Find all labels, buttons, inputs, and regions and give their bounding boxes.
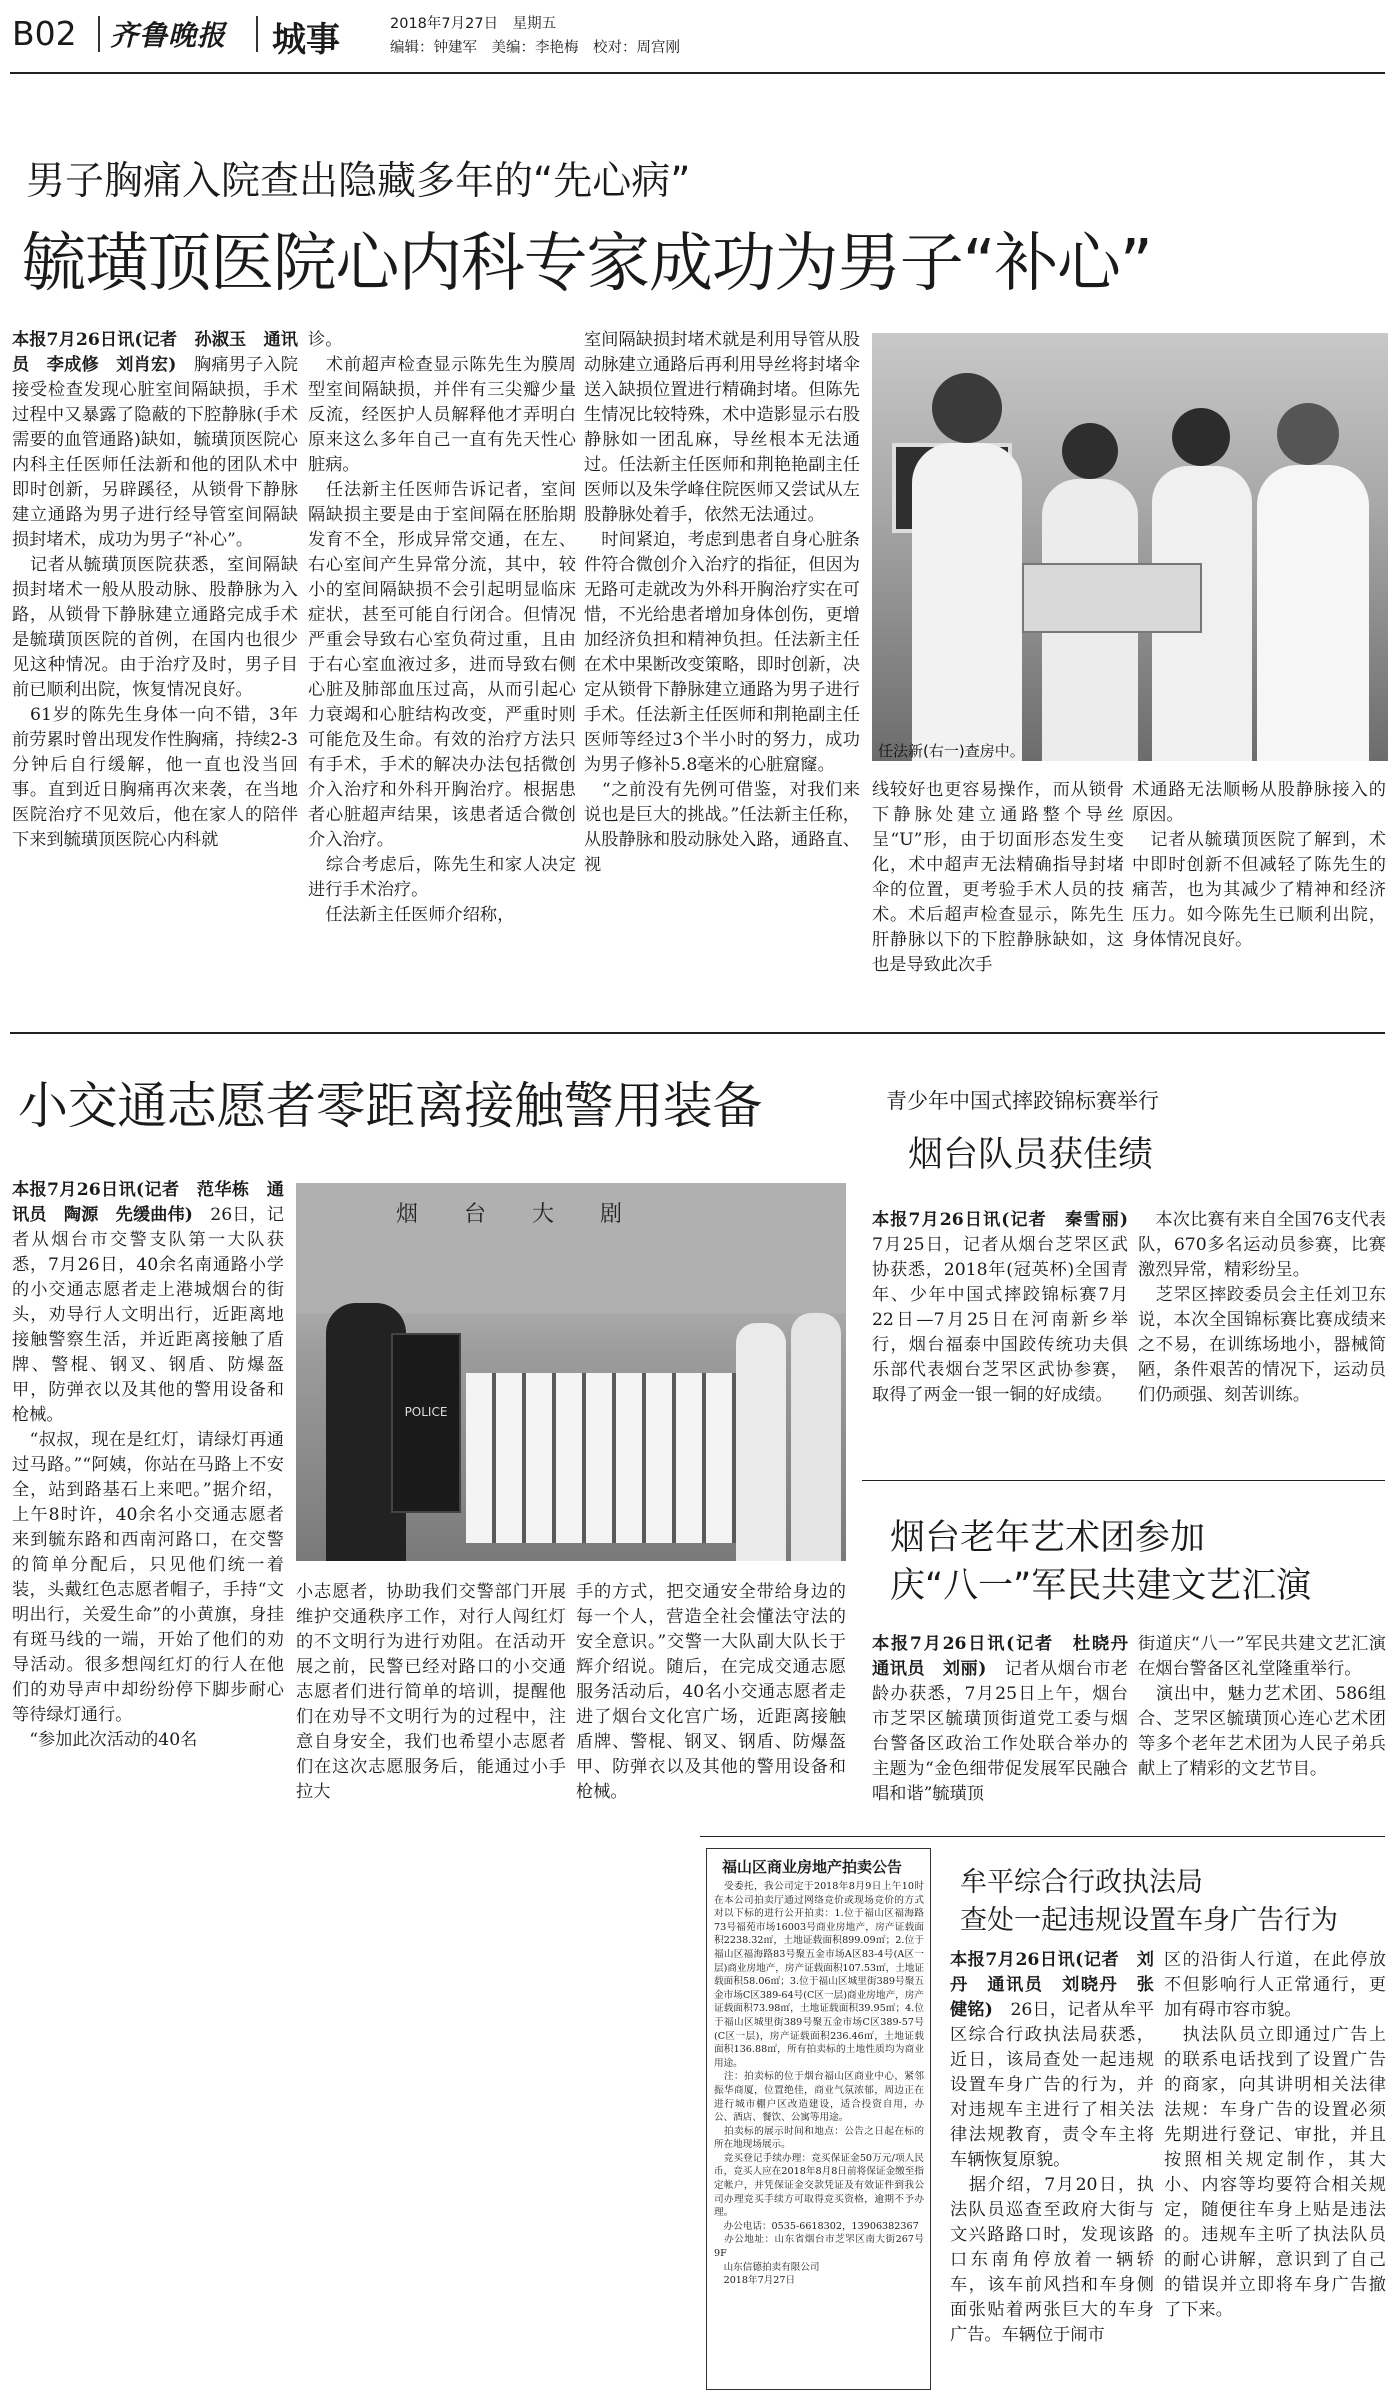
article-column: [1138, 1632, 1386, 1822]
news-photo-volunteers: [296, 1183, 846, 1561]
dateline: 本报7月26日讯(记者 孙淑玉 通讯员 李成修 刘肖宏): [12, 330, 298, 375]
ultrasound-machine: [1022, 563, 1202, 633]
body-text: 诊。 术前超声检查显示陈先生为膜周型室间隔缺损，并伴有三尖瓣少量反流，经医护人员解释他才弄明白原来这么多年自己一直有先天性心脏病。 任法新主任医师告诉记者，室间隔缺损主要是由于室间隔在胚胎期发育不全，形成异常交通，在左、右心室间产生异常分流，其中，较小的室间隔缺损不会引起明显临床症状，甚至可能自行闭合。但情况严重会导致右心室负荷过重，且由于右心室血液过多，进而导致右侧心脏及肺部血压过高，从而引起心力衰竭和心脏结构改变，严重时则可能危及生命。有效的治疗方法只有手术，手术的解决办法包括微创介入治疗和外科开胸治疗。根据患者心脏超声结果，该患者适合微创介入治疗。 综合考虑后，陈先生和家人决定进行手术治疗。 任法新主任医师介绍称，: [308, 330, 576, 925]
article-column: [950, 1948, 1154, 2388]
body-text: 术通路无法顺畅从股静脉接入的原因。 记者从毓璜顶医院了解到，术中即时创新不但减轻了陈先生的痛苦，也为其减少了精神和经济压力。如今陈先生已顺利出院，身体情况良好。: [1132, 780, 1386, 950]
article-column: [12, 1178, 284, 2178]
dateline: 本报7月26日讯(记者 杜晓丹 通讯员 刘丽): [872, 1634, 1128, 1679]
body-text: 街道庆“八一”军民共建文艺汇演在烟台警备区礼堂隆重举行。 演出中，魅力艺术团、586组合、芝罘区毓璜顶心连心艺术团等多个老年艺术团为人民子弟兵献上了精彩的文艺节目。: [1138, 1634, 1386, 1779]
article-column: [872, 1208, 1128, 1468]
body-text: 小志愿者，协助我们交警部门开展维护交通秩序工作，对行人闯红灯的不文明行为进行劝阻。在活动开展之前，民警已经对路口的小交通志愿者们进行简单的培训，提醒他们在劝导不文明行为的过程中，注意自身安全，我们也希望小志愿者们在这次志愿服务后，能通过小手拉大: [296, 1582, 566, 1802]
section-rule: [700, 1836, 1385, 1837]
body-text: 记者从烟台市老龄办获悉，7月25日上午，烟台市芝罘区毓璜顶街道党工委与烟台警备区政治工作处联合举办的主题为“金色细带促发展军民融合唱和谐”毓璜顶: [872, 1659, 1128, 1804]
article-column: [1138, 1208, 1386, 1468]
masthead-divider: [98, 16, 100, 52]
article-column: [296, 1580, 566, 2180]
building-sign: 烟 台 大 剧: [396, 1202, 635, 1227]
auction-notice-title: 福山区商业房地产拍卖公告: [722, 1858, 903, 1876]
police-figure: [736, 1323, 786, 1561]
article-title: 毓璜顶医院心内科专家成功为男子“补心”: [22, 227, 1152, 301]
newspaper-logo: 齐鲁晚报: [110, 19, 227, 52]
article-title: 烟台队员获佳绩: [908, 1135, 1154, 1175]
body-text: 26日，记者从烟台市交警支队第一大队获悉，7月26日，40余名南通路小学的小交通志愿者走上港城烟台的街头，劝导行人文明出行，近距离地接触警察生活，并近距离接触了盾牌、警棍、钢叉、钢盾、防爆盔甲，防弹衣以及其他的警用设备和枪械。 “叔叔，现在是红灯，请绿灯再通过马路。”“阿姨，你站在马路上不安全，站到路基石上来吧。”据介绍，上午8时许，40余名小交通志愿者来到毓东路和西南河路口，在交警的简单分配后，只见他们统一着装，头戴红色志愿者帽子，手持“文明出行，关爱生命”的小黄旗，身挂有斑马线的一端，开始了他们的劝导活动。很多想闯红灯的行人在他们的劝导声中却纷纷停下脚步耐心等待绿灯通行。 “参加此次活动的40名: [12, 1205, 284, 1750]
person-figure: [1172, 408, 1230, 466]
article-title: 烟台老年艺术团参加: [890, 1518, 1206, 1558]
police-figure: [791, 1313, 841, 1561]
page-number: B02: [12, 14, 77, 53]
person-figure: [912, 443, 1022, 761]
issue-date: 2018年7月27日 星期五: [390, 16, 557, 32]
article-title: 小交通志愿者零距离接触警用装备: [18, 1077, 762, 1135]
person-figure: [1277, 403, 1339, 465]
body-text: 本次比赛有来自全国76支代表队，670多名运动员参赛，比赛激烈异常，精彩纷呈。 芝罘区摔跤委员会主任刘卫东说，本次全国锦标赛比赛成绩来之不易，在训练场地小，器械简陋，条件艰苦的情况下，运动员们仍顽强、刻苦训练。: [1138, 1210, 1386, 1405]
photo-caption: 任法新(右一)查房中。: [878, 742, 1025, 760]
dateline: 本报7月26日讯(记者 范华栋 通讯员 陶源 先缓曲伟): [12, 1180, 284, 1225]
body-text: 手的方式，把交通安全带给身边的每一个人，营造全社会懂法守法的安全意识。”交警一大队副大队长于辉介绍说。随后，在完成交通志愿服务活动后，40名小交通志愿者走进了烟台文化宫广场，近距离接触盾牌、警棍、钢叉、钢盾、防爆盔甲、防弹衣以及其他的警用设备和枪械。: [576, 1582, 846, 1802]
body-text: 7月25日，记者从烟台芝罘区武协获悉，2018年(冠英杯)全国青年、少年中国式摔跤锦标赛7月22日—7月25日在河南新乡举行，烟台福泰中国跤传统功夫俱乐部代表烟台芝罘区武协参赛，取得了两金一银一铜的好成绩。: [872, 1235, 1128, 1405]
article-column: [584, 328, 860, 1008]
person-figure: [1062, 423, 1118, 479]
body-text: 室间隔缺损封堵术就是利用导管从股动脉建立通路后再利用导丝将封堵伞送入缺损位置进行精确封堵。但陈先生情况比较特殊，术中造影显示右股静脉如一团乱麻，导丝根本无法通过。任法新主任医师和荆艳艳副主任医师以及朱学峰住院医师又尝试从左股静脉处着手，依然无法通过。 时间紧迫，考虑到患者自身心脏条件符合微创介入治疗的指征，但因为无路可走就改为外科开胸治疗实在可惜，不光给患者增加身体创伤，更增加经济负担和精神负担。任法新主任在术中果断改变策略，即时创新，决定从锁骨下静脉建立通路为男子进行手术。任法新主任医师和荆艳副主任医师等经过3个半小时的努力，成功为男子修补5.8毫米的心脏窟窿。 “之前没有先例可借鉴，对我们来说也是巨大的挑战。”任法新主任称，从股静脉和股动脉处入路，通路直、视: [584, 330, 860, 875]
children-group: [466, 1373, 746, 1543]
auction-notice-body: 受委托，我公司定于2018年8月9日上午10时在本公司拍卖厅通过网络竞价或现场竞价的方式对以下标的进行公开拍卖：1.位于福山区福海路73号福苑市场16003号商业房地产，房产证载面积2238.32㎡，土地证载面积899.09㎡；2.位于福山区福海路83号聚五金市场A区83-4号(A区一层)商业房地产，房产证载面积107.53㎡，土地证载面积58.06㎡；3.位于福山区城里街389号聚五金市场C区389-64号(C区一层)商业房地产，房产证载面积73.98㎡，土地证载面积39.95㎡；4.位于福山区城里街389号聚五金市场C区389-57号(C区一层)，房产证载面积236.46㎡，土地证载面积136.88㎡，所有拍卖标的土地性质均为商业用途。 注：拍卖标的位于烟台福山区商业中心，紧邻振华商厦，位置绝佳，商业气氛浓郁，周边正在进行城市棚户区改造建设，适合投资自用，办公、酒店、餐饮、公寓等用途。 拍卖标的展示时间和地点：公告之日起在标的所在地现场展示。 竞买登记手续办理：竞买保证金50万元/项人民币，竞买人应在2018年8月8日前将保证金缴至指定帐户，并凭保证金交款凭证及有效证件到我公司办理竞买手续方可取得竞买资格，逾期不予办理。 办公电话：0535-6618302，13906382367 办公地址：山东省烟台市芝罘区南大街267号9F 山东信德拍卖有限公司 2018年7月27日: [714, 1881, 924, 2287]
article-column: [1132, 778, 1386, 1008]
article-kicker: 男子胸痛入院查出隐藏多年的“先心病”: [26, 159, 691, 204]
body-text: 线较好也更容易操作，而从锁骨下静脉处建立通路整个导丝呈“U”形，由于切面形态发生变化，术中超声无法精确指导封堵伞的位置，更考验手术人员的技术。术后超声检查显示，陈先生肝静脉以下的下腔静脉缺如，这也是导致此次手: [872, 780, 1124, 975]
editor-credits: 编辑：钟建军 美编：李艳梅 校对：周宫刚: [390, 40, 680, 56]
article-column: [12, 328, 298, 1008]
news-photo-ward-round: [872, 333, 1388, 761]
article-title: 牟平综合行政执法局: [960, 1867, 1203, 1898]
article-column: [1164, 1948, 1386, 2388]
dateline: 本报7月26日讯(记者 秦雪丽): [872, 1210, 1128, 1230]
article-column: [308, 328, 576, 1008]
article-kicker: 青少年中国式摔跤锦标赛举行: [886, 1089, 1159, 1113]
section-rule: [10, 1032, 1385, 1034]
article-title: 庆“八一”军民共建文艺汇演: [890, 1566, 1312, 1606]
body-text: 26日，记者从牟平区综合行政执法局获悉，近日，该局查处一起违规设置车身广告的行为，并对违规车主进行了相关法律法规教育，责令车主将车辆恢复原貌。 据介绍，7月20日，执法队员巡查至政府大街与文兴路路口时，发现该路口东南角停放着一辆轿车，该车前风挡和车身侧面张贴着两张巨大的车身广告。车辆位于闹市: [950, 2000, 1154, 2345]
article-column: [872, 778, 1124, 1008]
masthead-rule: [10, 72, 1385, 74]
body-text: 胸痛男子入院接受检查发现心脏室间隔缺损，手术过程中又暴露了隐蔽的下腔静脉(手术需要的血管通路)缺如，毓璜顶医院心内科主任医师任法新和他的团队术中即时创新，另辟蹊径，从锁骨下静脉建立通路为男子进行经导管室间隔缺损封堵术，成功为男子“补心”。 记者从毓璜顶医院获悉，室间隔缺损封堵术一般从股动脉、股静脉为入路，从锁骨下静脉建立通路完成手术是毓璜顶医院的首例，在国内也很少见这种情况。由于治疗及时，男子目前已顺利出院，恢复情况良好。 61岁的陈先生身体一向不错，3年前劳累时曾出现发作性胸痛，持续2-3分钟后自行缓解，他一直也没当回事。直到近日胸痛再次来袭，在当地医院治疗不见效后，他在家人的陪伴下来到毓璜顶医院心内科就: [12, 355, 298, 850]
section-rule: [862, 1480, 1385, 1481]
masthead-divider: [256, 16, 258, 52]
article-column: [872, 1632, 1128, 1822]
person-figure: [932, 373, 1002, 443]
section-name: 城事: [272, 20, 340, 60]
dateline: 本报7月26日讯(记者 刘丹 通讯员 刘晓丹 张健铭): [950, 1950, 1154, 2020]
riot-shield: POLICE: [391, 1333, 461, 1513]
article-title: 查处一起违规设置车身广告行为: [960, 1905, 1338, 1936]
person-figure: [1257, 465, 1369, 761]
body-text: 区的沿街人行道，在此停放不但影响行人正常通行，更加有碍市容市貌。 执法队员立即通过广告上的联系电话找到了设置广告的商家，向其讲明相关法律法规：车身广告的设置必须先期进行登记、审批，并且按照相关规定制作，其大小、内容等均要符合相关规定，随便往车身上贴是违法的。违规车主听了执法队员的耐心讲解，意识到了自己的错误并立即将车身广告撤了下来。: [1164, 1950, 1386, 2320]
